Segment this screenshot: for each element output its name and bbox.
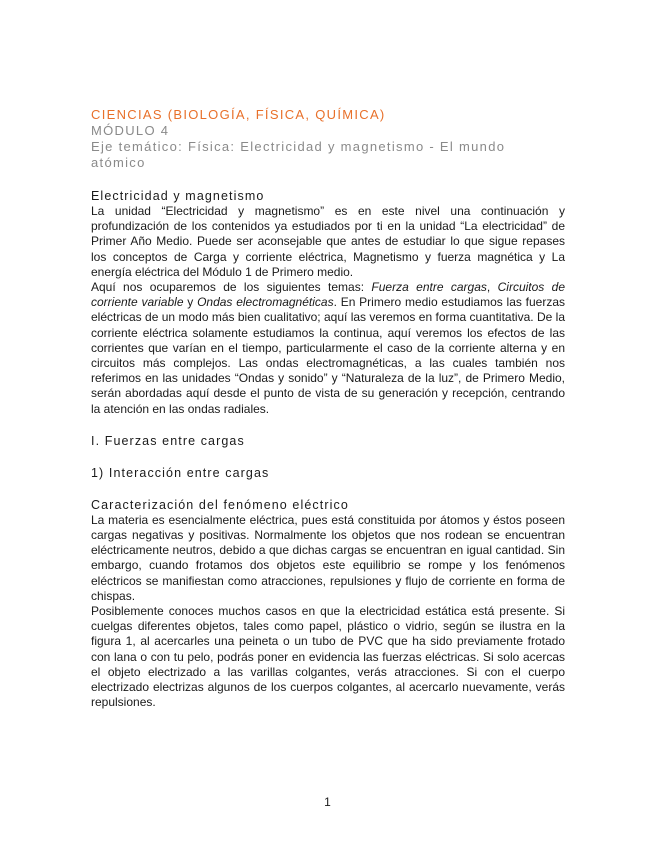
part-title: I. Fuerzas entre cargas (91, 433, 245, 448)
intro-paragraph: La unidad “Electricidad y magnetismo” es en este nivel una continuación y profundización de los contenidos ya estudiados por ti en la unidad “La electricidad” de Primer Año Medio. Puede ser aconsejable que antes de estudiar lo que sigue repases los conceptos de Carga y corriente eléctrica, Magnetismo y fuerza magnética y La energía eléctrica del Módulo 1 de Primero medio. (91, 204, 565, 279)
topic-ondas: Ondas electromagnéticas (197, 295, 334, 310)
thematic-axis-line-2: atómico (91, 155, 146, 170)
page-number: 1 (324, 795, 331, 809)
subsubsection-title: Caracterización del fenómeno eléctrico (91, 497, 349, 512)
topics-paragraph (91, 280, 565, 417)
topics-rest: . En Primero medio estudiamos las fuerzas eléctricas de un modo más bien cualitativo; aquí las veremos en forma cuantitativa. De la corriente eléctrica solamente estudiamos la continua, aquí veremos los efectos de las corrientes que varían en el tiempo, particularmente el caso de la corriente alterna y en circuitos más complejos. Las ondas electromagnéticas, a las cuales también nos referimos en las unidades “Ondas y sonido” y “Naturaleza de la luz”, de Primero Medio, serán abordadas aquí desde el punto de vista de su generación y recepción, centrando la atención en las ondas radiales. (91, 295, 566, 416)
topics-lead: Aquí nos ocuparemos de los siguientes temas: (91, 280, 372, 295)
subject-title: CIENCIAS (BIOLOGÍA, FÍSICA, QUÍMICA) (91, 107, 386, 122)
module-label: MÓDULO 4 (91, 123, 170, 138)
topics-separator-1: , (486, 280, 498, 295)
thematic-axis-line-1: Eje temático: Física: Electricidad y magnetismo - El mundo (91, 139, 506, 154)
static-electricity-paragraph: Posiblemente conoces muchos casos en que la electricidad estática está presente. Si cuelgas diferentes objetos, tales como papel, plástico o vidrio, según se ilustra en la figura 1, al acercarles una peineta o un tubo de PVC que ha sido previamente frotado con lana o con tu pelo, podrás poner en evidencia las fuerzas eléctricas. Si solo acercas el objeto electrizado a las varillas colgantes, verás atracciones. Si con el cuerpo electrizado electrizas algunos de los cuerpos colgantes, al acercarlo nuevamente, verás repulsiones. (91, 604, 565, 710)
section-title: Electricidad y magnetismo (91, 189, 265, 203)
matter-paragraph: La materia es esencialmente eléctrica, pues está constituida por átomos y éstos poseen cargas negativas y positivas. Normalmente los objetos que nos rodean se encuentran eléctricamente neutros, debido a que dichas cargas se encuentran en igual cantidad. Sin embargo, cuando frotamos dos objetos este equilibrio se rompe y los fenómenos eléctricos se manifiestan como atracciones, repulsiones y flujo de corriente en forma de chispas. (91, 512, 565, 603)
topic-circuitos: Circuitos de corriente variable (91, 280, 566, 310)
document-page (91, 107, 565, 710)
subsection-title: 1) Interacción entre cargas (91, 465, 270, 480)
topics-separator-2: y (183, 295, 198, 310)
topic-fuerza-entre-cargas: Fuerza entre cargas (371, 280, 487, 295)
